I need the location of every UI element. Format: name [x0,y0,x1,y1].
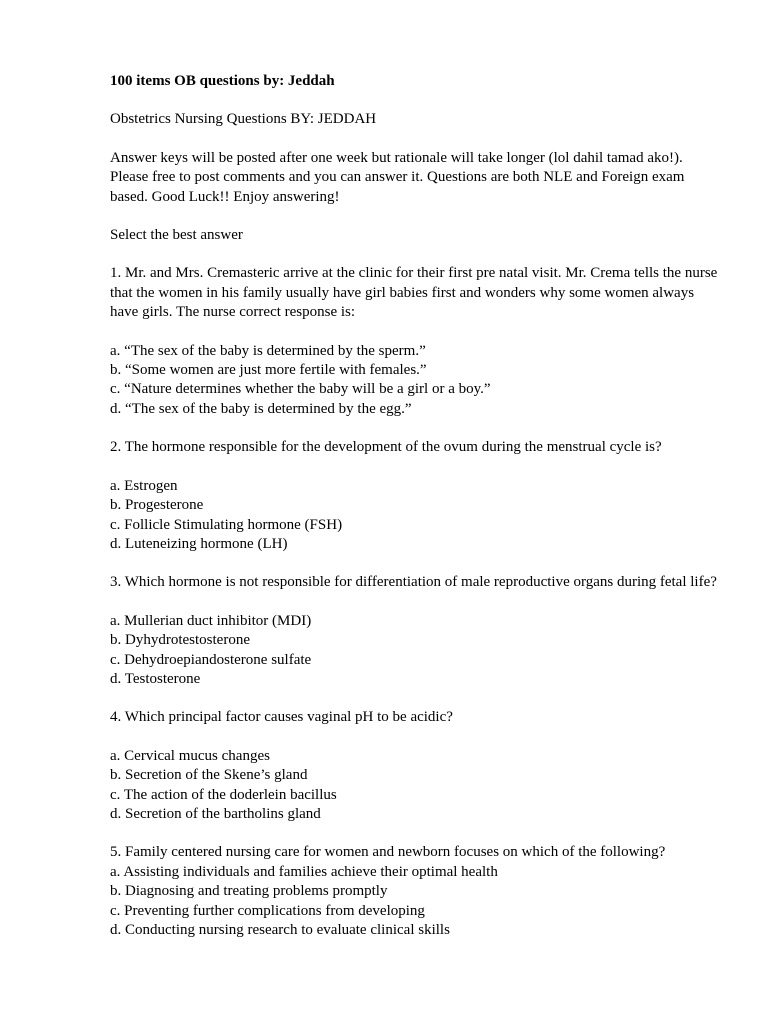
question-text: 3. Which hormone is not responsible for differentiation of male reproductive organs during fetal life? [110,574,717,591]
question-2 [110,438,728,554]
question-3 [110,573,728,689]
options-list [110,863,728,941]
question-5 [110,843,728,940]
option-item: a. Estrogen [110,477,178,494]
option-item: d. Conducting nursing research to evaluate clinical skills [110,922,450,938]
options-list [110,612,728,690]
question-text: 4. Which principal factor causes vaginal pH to be acidic? [110,709,453,726]
option-item: b. Dyhydrotestosterone [110,632,250,649]
option-item: c. Dehydroepiandosterone sulfate [110,651,312,668]
document-subtitle: Obstetrics Nursing Questions BY: JEDDAH [110,111,377,128]
question-1 [110,264,728,419]
question-text: 1. Mr. and Mrs. Cremasteric arrive at the clinic for their first pre natal visit. Mr. Crema tells the nurse that the women in his family usually have girl babies first and wonders why some women always have girls. The nurse correct response is: [110,265,718,321]
option-item: d. Testosterone [110,670,201,687]
options-list [110,747,728,825]
option-item: c. “Nature determines whether the baby will be a girl or a boy.” [110,381,491,398]
question-4 [110,708,728,824]
option-item: b. Secretion of the Skene’s gland [110,767,308,784]
option-item: d. Secretion of the bartholins gland [110,805,321,822]
option-item: d. “The sex of the baby is determined by the egg.” [110,400,412,417]
question-text: 2. The hormone responsible for the development of the ovum during the menstrual cycle is? [110,439,662,456]
option-item: a. Cervical mucus changes [110,747,270,764]
document-title: 100 items OB questions by: Jeddah [110,73,335,89]
options-list [110,477,728,555]
option-item: a. Mullerian duct inhibitor (MDI) [110,612,312,629]
option-item: c. Preventing further complications from developing [110,902,425,919]
option-item: b. Progesterone [110,497,204,514]
option-item: d. Luteneizing hormone (LH) [110,535,288,552]
option-item: a. “The sex of the baby is determined by the sperm.” [110,342,426,359]
option-item: c. Follicle Stimulating hormone (FSH) [110,516,343,533]
option-item: b. Diagnosing and treating problems promptly [110,883,388,900]
question-text: 5. Family centered nursing care for women and newborn focuses on which of the following? [110,844,666,861]
intro-paragraph: Answer keys will be posted after one week but rationale will take longer (lol dahil tamad ako!). Please free to post comments and you can answer it. Questions are both NLE and Foreign exam based. Good Luck!! Enjoy answering! [110,149,685,205]
options-list [110,342,728,420]
option-item: a. Assisting individuals and families achieve their optimal health [110,863,498,880]
option-item: b. “Some women are just more fertile with females.” [110,362,427,379]
instruction-text: Select the best answer [110,227,243,244]
option-item: c. The action of the doderlein bacillus [110,786,337,803]
